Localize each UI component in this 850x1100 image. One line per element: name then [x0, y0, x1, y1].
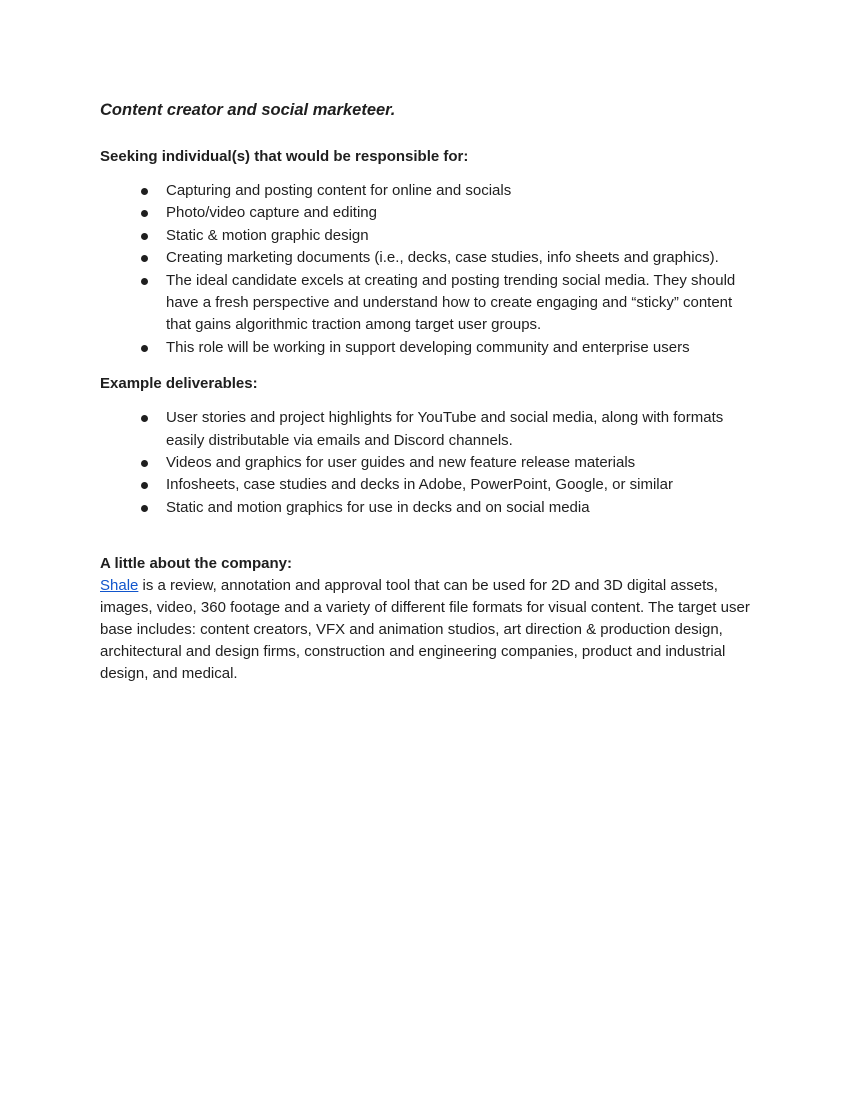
list-item: The ideal candidate excels at creating and posting trending social media. They should have a fresh perspective and understand how to create engaging and “sticky” content that gains algorithmic traction among target user groups. [100, 270, 760, 337]
list-item: Photo/video capture and editing [100, 202, 760, 224]
document-title: Content creator and social marketeer. [100, 101, 396, 119]
responsibilities-list [100, 180, 760, 359]
deliverables-list [100, 407, 760, 519]
about-paragraph [100, 575, 760, 685]
list-item: Videos and graphics for user guides and new feature release materials [100, 452, 760, 474]
deliverables-heading: Example deliverables: [100, 375, 258, 393]
responsibilities-heading: Seeking individual(s) that would be responsible for: [100, 148, 469, 165]
list-item: Infosheets, case studies and decks in Adobe, PowerPoint, Google, or similar [100, 474, 760, 496]
list-item: User stories and project highlights for YouTube and social media, along with formats easily distributable via emails and Discord channels. [100, 407, 760, 452]
list-item: Creating marketing documents (i.e., decks, case studies, info sheets and graphics). [100, 247, 760, 269]
about-body-text: is a review, annotation and approval tool that can be used for 2D and 3D digital assets, images, video, 360 footage and a variety of different file formats for visual content. The target user base includes: content creators, VFX and animation studios, art direction & production design, architectural and design firms, construction and engineering companies, product and industrial design, and medical. [100, 577, 750, 683]
list-item: Capturing and posting content for online and socials [100, 180, 760, 202]
document-page [100, 98, 760, 685]
list-item: Static & motion graphic design [100, 225, 760, 247]
list-item: This role will be working in support developing community and enterprise users [100, 337, 760, 359]
company-link[interactable]: Shale [100, 577, 139, 595]
about-heading: A little about the company: [100, 555, 292, 573]
list-item: Static and motion graphics for use in decks and on social media [100, 497, 760, 519]
